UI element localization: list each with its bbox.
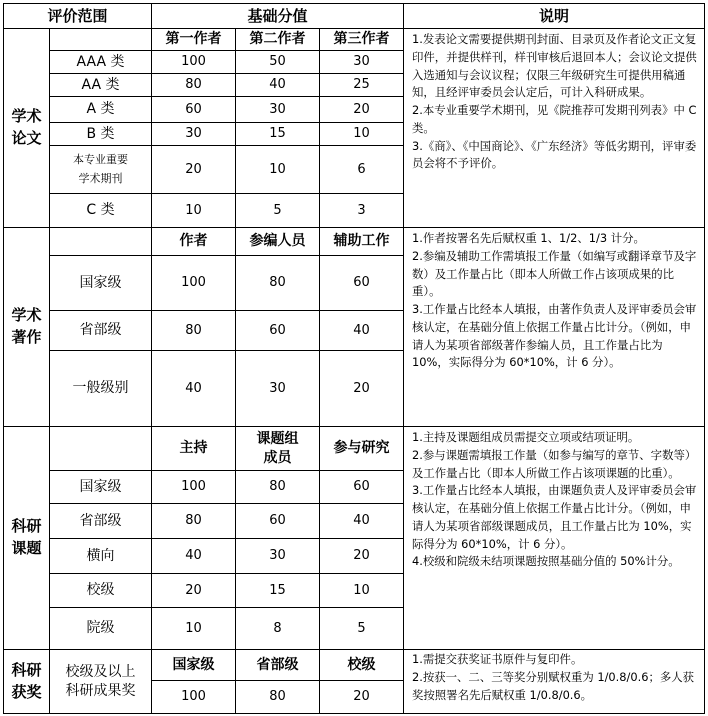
section-academic-works-notes <box>404 230 704 425</box>
row-label: 校级及以上 科研成果奖 <box>65 663 136 699</box>
score-cell: 40 <box>353 322 370 338</box>
score-cell: 20 <box>353 380 370 396</box>
score-cell: 20 <box>353 101 370 117</box>
col-assistant: 辅助工作 <box>333 233 390 250</box>
note-paragraph: 1.发表论文需要提供期刊封面、目录页及作者论文正文复印件，并提供样刊，样刊审核后退回本人；会议论文提供入选通知与会议议程；仅限三年级研究生可提供用稿通知，且经评审委员会认定后，可计入科研成果。 <box>412 32 697 100</box>
row-label: AAA 类 <box>76 53 125 70</box>
col-author: 作者 <box>179 233 208 250</box>
score-cell: 15 <box>269 582 286 598</box>
col-participant: 参与研究 <box>333 440 390 457</box>
section-research-awards-title: 科研 获奖 <box>11 660 42 701</box>
score-cell: 80 <box>185 513 202 529</box>
score-cell: 25 <box>353 77 370 93</box>
note-paragraph: 2.参编及辅助工作需填报工作量（如编写或翻译章节及字数）及工作量占比（即本人所做工作占该项成果的比重）。 <box>412 248 697 299</box>
score-cell: 80 <box>185 77 202 93</box>
score-cell: 20 <box>353 548 370 564</box>
score-cell: 15 <box>269 126 286 142</box>
col-national-level: 国家级 <box>172 656 215 673</box>
score-cell: 60 <box>269 322 286 338</box>
score-cell: 30 <box>269 380 286 396</box>
score-cell: 60 <box>269 513 286 529</box>
section-academic-papers-title: 学术 论文 <box>11 107 42 147</box>
score-cell: 10 <box>185 620 202 636</box>
score-cell: 10 <box>353 582 370 598</box>
row-label: 本专业重要 学术期刊 <box>73 153 128 185</box>
score-cell: 50 <box>269 54 286 70</box>
score-cell: 100 <box>181 54 206 70</box>
row-label: AA 类 <box>81 76 120 93</box>
col-second-author: 第二作者 <box>249 31 306 48</box>
score-cell: 60 <box>353 479 370 495</box>
note-paragraph: 1.需提交获奖证书原件与复印件。 <box>412 652 583 666</box>
row-label: C 类 <box>86 202 115 219</box>
row-label: 省部级 <box>79 322 122 339</box>
note-paragraph: 3.《商》、《中国商论》、《广东经济》等低劣期刊，评审委员会将不予评价。 <box>412 138 697 171</box>
row-label: 横向 <box>86 547 115 564</box>
score-cell: 6 <box>357 161 366 177</box>
note-paragraph: 1.作者按署名先后赋权重 1、1/2、1/3 计分。 <box>412 231 645 245</box>
score-cell: 30 <box>269 101 286 117</box>
score-cell: 80 <box>185 322 202 338</box>
row-label: 国家级 <box>79 274 122 291</box>
score-cell: 40 <box>269 77 286 93</box>
score-cell: 80 <box>269 479 286 495</box>
score-cell: 10 <box>269 161 286 177</box>
col-host: 主持 <box>179 440 208 457</box>
section-research-projects-title: 科研 课题 <box>11 517 42 557</box>
score-cell: 100 <box>181 689 206 705</box>
col-school-level: 校级 <box>347 656 376 673</box>
col-first-author: 第一作者 <box>165 31 222 48</box>
score-cell: 8 <box>273 620 282 636</box>
score-cell: 3 <box>357 202 366 218</box>
score-cell: 30 <box>269 548 286 564</box>
score-cell: 100 <box>181 275 206 291</box>
score-cell: 5 <box>273 202 282 218</box>
col-provincial-level: 省部级 <box>256 656 299 673</box>
header-base-score: 基础分值 <box>247 6 308 25</box>
row-label: 院级 <box>86 620 115 637</box>
row-label: 国家级 <box>79 478 122 495</box>
col-third-author: 第三作者 <box>333 31 390 48</box>
score-cell: 20 <box>185 582 202 598</box>
score-cell: 10 <box>185 202 202 218</box>
section-academic-papers-notes <box>404 31 704 226</box>
note-paragraph: 2.按获一、二、三等奖分别赋权重为 1/0.8/0.6；多人获奖按照署名先后赋权重 1/0.8/0.6。 <box>412 669 695 702</box>
score-cell: 40 <box>353 513 370 529</box>
section-research-awards-notes <box>404 651 704 713</box>
header-explanation: 说明 <box>538 6 569 25</box>
row-label: 校级 <box>86 582 115 599</box>
score-cell: 40 <box>185 380 202 396</box>
score-cell: 30 <box>185 126 202 142</box>
score-cell: 40 <box>185 548 202 564</box>
score-cell: 60 <box>353 275 370 291</box>
row-label: A 类 <box>86 101 115 118</box>
score-cell: 5 <box>357 620 366 636</box>
row-label: 省部级 <box>79 512 122 529</box>
section-academic-works-title: 学术 著作 <box>11 306 42 346</box>
score-cell: 30 <box>353 54 370 70</box>
note-paragraph: 2.参与课题需填报工作量（如参与编写的章节、字数等）及工作量占比（即本人所做工作占该项课题的比重）。 <box>412 447 697 480</box>
score-cell: 60 <box>185 101 202 117</box>
score-cell: 10 <box>353 126 370 142</box>
row-label: B 类 <box>86 125 115 142</box>
note-paragraph: 3.工作量占比经本人填报，由著作负责人及评审委员会审核认定，在基础分值上依据工作量占比计分。（例如，申请人为某项省部级著作参编人员，且工作量占比为 10%，实际得分为 60*10%，计 6 分）。 <box>412 302 697 370</box>
note-paragraph: 2.本专业重要学术期刊，见《院推荐可发期刊列表》中 C 类。 <box>412 103 697 135</box>
header-scope: 评价范围 <box>47 6 108 25</box>
score-cell: 20 <box>353 689 370 705</box>
score-cell: 100 <box>181 479 206 495</box>
score-cell: 80 <box>269 275 286 291</box>
score-cell: 20 <box>185 161 202 177</box>
note-paragraph: 1.主持及课题组成员需提交立项或结项证明。 <box>412 430 640 444</box>
col-contributor: 参编人员 <box>249 233 306 250</box>
section-research-projects-notes <box>404 429 704 648</box>
note-paragraph: 4.校级和院级未结项课题按照基础分值的 50%计分。 <box>412 554 680 569</box>
note-paragraph: 3.工作量占比经本人填报，由课题负责人及评审委员会审核认定，在基础分值上依据工作量占比计分。（例如，申请人为某项省部级课题成员，且工作量占比为 10%，实际得分为 60*10%，计 6 分）。 <box>412 483 697 551</box>
row-label: 一般级别 <box>72 380 129 397</box>
col-team-member: 课题组 成员 <box>256 430 299 466</box>
score-cell: 80 <box>269 689 286 705</box>
